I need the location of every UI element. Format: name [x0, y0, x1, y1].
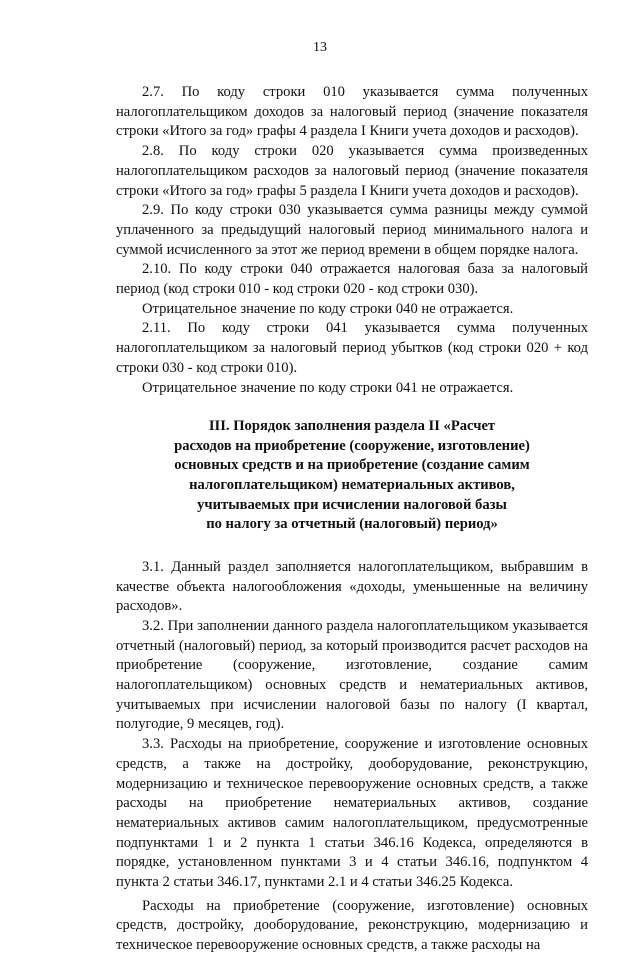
paragraph-2-7: 2.7. По коду строки 010 указывается сумма полученных налогоплательщиком доходов за налоговый период (значение показателя строки «Итого за год» графы 4 раздела I Книги учета доходов и расходов). [116, 84, 588, 140]
section-heading-line: основных средств и на приобретение (создание самим [174, 457, 530, 474]
paragraph-2-9: 2.9. По коду строки 030 указывается сумма разницы между суммой уплаченного за предыдущий налоговый период минимального налога и суммой исчисленного за этот же период времени в общем порядке налога. [116, 202, 588, 258]
paragraph-3-3-continuation: Расходы на приобретение (сооружение, изготовление) основных средств, достройку, дооборудование, реконструкцию, модернизацию и техническое перевооружение основных средств, а также расходы на [116, 897, 588, 954]
paragraph-3-3: 3.3. Расходы на приобретение, сооружение и изготовление основных средств, а также на достройку, дооборудование, реконструкцию, модернизацию и техническое перевооружение основных средств, а также расходы на приобретение нематериальных активов, создание нематериальных активов самим налогоплательщиком, предусмотренные подпунктами 1 и 2 пункта 1 статьи 346.16 Кодекса, определяются в порядке, установленном пунктами 3 и 4 статьи 346.16, подпунктом 4 пункта 2 статьи 346.17, пунктами 2.1 и 4 статьи 346.25 Кодекса. [116, 736, 588, 891]
section-heading-line: по налогу за отчетный (налоговый) период» [206, 516, 498, 533]
paragraph-3-2: 3.2. При заполнении данного раздела налогоплательщиком указывается отчетный (налоговый) период, за который производится расчет расходов на приобретение (сооружение, изготовление, создание самим налогоплательщиком) основных средств и нематериальных активов, учитываемых при исчислении налоговой базы по налогу (I квартал, полугодие, 9 месяцев, год). [116, 617, 588, 733]
paragraph-3-1: 3.1. Данный раздел заполняется налогоплательщиком, выбравшим в качестве объекта налогообложения «доходы, уменьшенные на величину расходов». [116, 558, 588, 615]
document-body [116, 83, 588, 956]
page-number: 13 [313, 40, 327, 55]
paragraph-2-10: 2.10. По коду строки 040 отражается налоговая база за налоговый период (код строки 010 - код строки 020 - код строки 030). [116, 261, 588, 298]
paragraph-2-11: 2.11. По коду строки 041 указывается сумма полученных налогоплательщиком за налоговый период убытков (код строки 020 + код строки 030 - код строки 010). [116, 320, 588, 376]
section-heading [116, 417, 588, 535]
section-heading-line: налогоплательщиком) нематериальных активов, [189, 477, 515, 494]
paragraph-2-11-note: Отрицательное значение по коду строки 041 не отражается. [142, 379, 514, 396]
paragraph-2-10-note: Отрицательное значение по коду строки 040 не отражается. [142, 300, 514, 317]
section-heading-line: учитываемых при исчислении налоговой базы [197, 496, 507, 513]
section-heading-line: III. Порядок заполнения раздела II «Расчет [208, 418, 496, 435]
paragraph-2-8: 2.8. По коду строки 020 указывается сумма произведенных налогоплательщиком расходов за налоговый период (значение показателя строки «Итого за год» графы 5 раздела I Книги учета доходов и расходов). [116, 143, 588, 199]
section-heading-line: расходов на приобретение (сооружение, изготовление) [174, 437, 530, 454]
